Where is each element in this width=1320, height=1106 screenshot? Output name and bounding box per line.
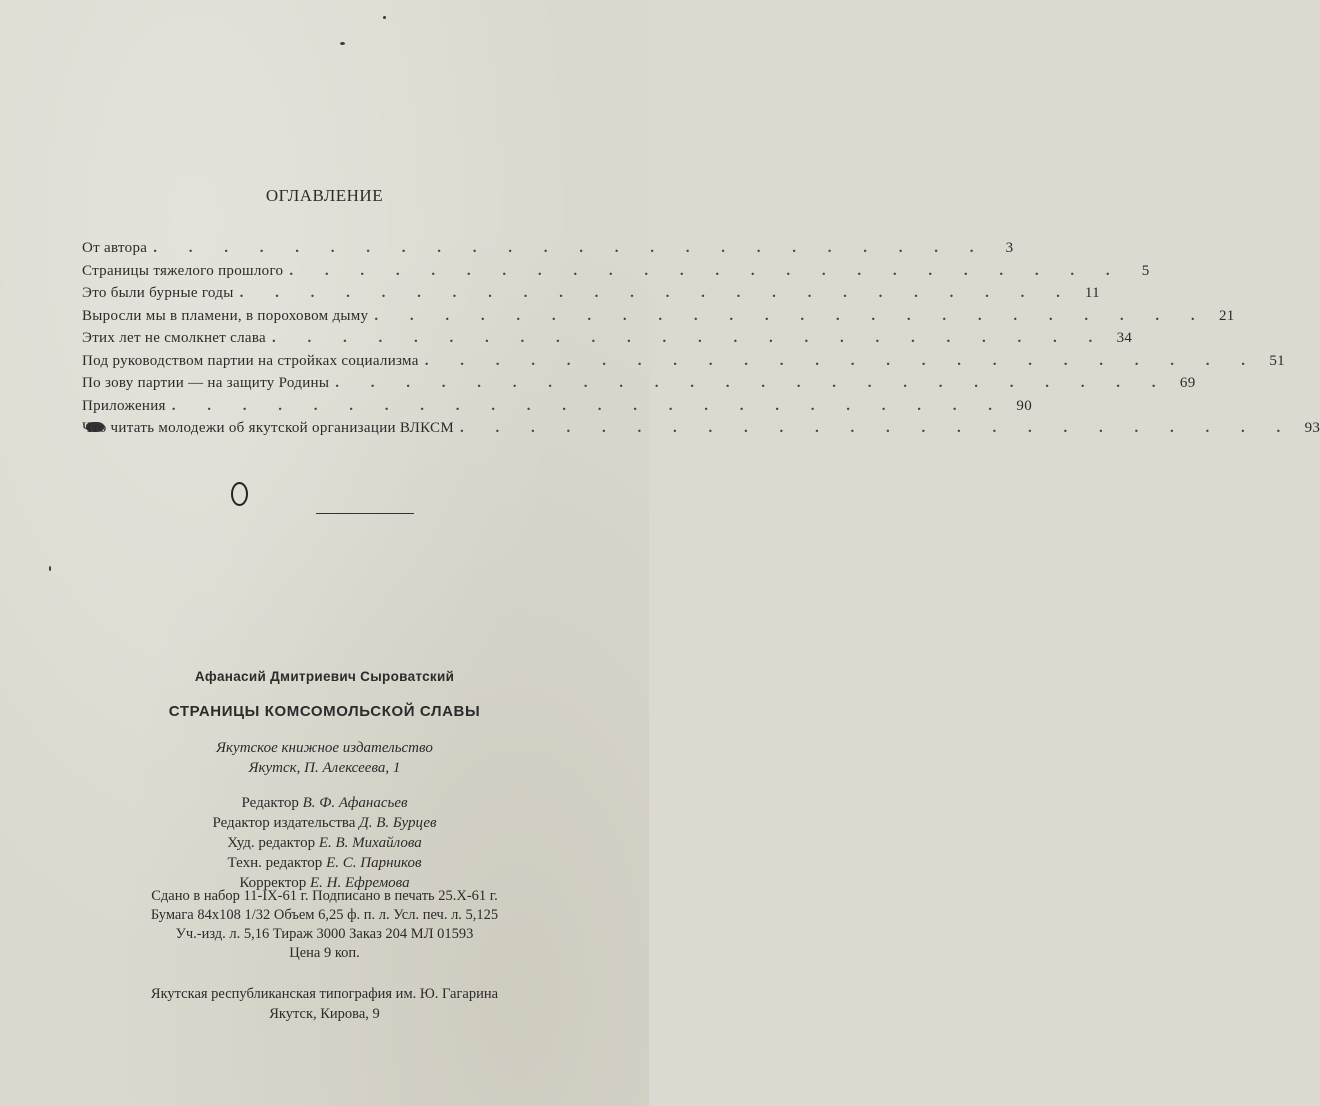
ring-mark: [231, 482, 248, 506]
toc-entry-label: Это были бурные годы: [82, 285, 234, 301]
toc-entry-page: 93: [1304, 420, 1320, 436]
toc-entry: [82, 375, 1196, 398]
leader-dots: . . . . . . . . . . . . . . . . . . . . . . . .: [239, 285, 1074, 301]
credits-block: [0, 793, 649, 893]
leader-dots: . . . . . . . . . . . . . . . . . . . . . . . .: [335, 375, 1170, 391]
credit-role: Редактор: [241, 795, 299, 811]
publisher-block: [0, 738, 649, 778]
toc-entry-label: Что читать молодежи об якутской организации ВЛКСМ: [82, 420, 454, 436]
ink-speck: [49, 566, 51, 571]
credit-role: Худ. редактор: [227, 835, 316, 851]
toc-title: ОГЛАВЛЕНИЕ: [265, 186, 384, 205]
toc-entry-label: Страницы тяжелого прошлого: [82, 262, 284, 279]
credit-line: [0, 853, 649, 873]
colophon-line: Уч.-изд. л. 5,16 Тираж 3000 Заказ 204 МЛ 01593: [175, 926, 474, 942]
toc-entry: [82, 285, 1100, 308]
toc-entry-page: 11: [1084, 285, 1100, 301]
credit-line: [0, 833, 649, 853]
leader-dots: . . . . . . . . . . . . . . . . . . . . . . . .: [271, 330, 1107, 346]
colophon-line: Бумага 84x108 1/32 Объем 6,25 ф. п. л. Усл. печ. л. 5,125: [150, 907, 499, 923]
credit-name: Д. В. Бурцев: [359, 815, 437, 831]
credit-role: Редактор издательства: [212, 815, 356, 831]
printer-address: Якутск, Кирова, 9: [269, 1006, 380, 1022]
toc-entry-label: Этих лет не смолкнет слава: [82, 330, 266, 346]
ink-speck: [340, 42, 345, 45]
toc-entry-page: 5: [1141, 262, 1150, 279]
book-title: СТРАНИЦЫ КОМСОМОЛЬСКОЙ СЛАВЫ: [168, 703, 481, 720]
leader-dots: . . . . . . . . . . . . . . . . . . . . . . . .: [424, 352, 1259, 369]
credit-role: Техн. редактор: [227, 855, 323, 871]
publisher-name: Якутское книжное издательство: [216, 740, 433, 756]
divider-rule: [316, 513, 414, 514]
ink-speck: [383, 16, 386, 19]
toc-entry: [82, 307, 1235, 331]
credit-name: В. Ф. Афанасьев: [302, 795, 408, 811]
publisher-address: Якутск, П. Алексеева, 1: [248, 760, 401, 776]
leader-dots: . . . . . . . . . . . . . . . . . . . . . . . .: [374, 307, 1209, 324]
printer-block: [0, 984, 649, 1024]
toc-entry: [82, 352, 1285, 376]
toc-entry-label: Приложения: [82, 397, 166, 414]
toc-entry: [82, 240, 1014, 263]
credit-name: Е. Н. Ефремова: [310, 875, 410, 891]
author-name: Афанасий Дмитриевич Сыроватский: [194, 669, 455, 684]
toc-entry-page: 51: [1269, 352, 1285, 369]
table-of-contents: [82, 240, 1320, 443]
toc-entry-page: 34: [1116, 330, 1133, 346]
toc-entry: [82, 397, 1032, 421]
toc-entry-label: По зову партии — на защиту Родины: [82, 375, 330, 391]
credit-name: Е. В. Михайлова: [318, 835, 422, 851]
credit-role: Корректор: [239, 875, 307, 891]
toc-entry-page: 90: [1016, 397, 1032, 414]
leader-dots: . . . . . . . . . . . . . . . . . . . . . . . .: [171, 397, 1006, 414]
credit-name: Е. С. Парников: [326, 855, 422, 871]
toc-entry-label: Выросли мы в пламени, в пороховом дыму: [82, 307, 369, 324]
credit-line: [0, 793, 649, 813]
toc-entry: [82, 420, 1320, 443]
colophon-line: Сдано в набор 11-IX-61 г. Подписано в печать 25.X-61 г.: [151, 888, 498, 904]
leader-dots: . . . . . . . . . . . . . . . . . . . . . . . .: [459, 420, 1295, 436]
toc-entry: [82, 262, 1150, 286]
printer-name: Якутская республиканская типография им. Ю. Гагарина: [150, 986, 499, 1002]
leader-dots: . . . . . . . . . . . . . . . . . . . . . . . .: [289, 262, 1124, 279]
credit-line: [0, 813, 649, 833]
toc-entry: [82, 330, 1133, 353]
toc-entry-label: От автора: [82, 240, 148, 256]
colophon-block: [0, 887, 649, 963]
toc-entry-label: Под руководством партии на стройках социализма: [82, 352, 419, 369]
toc-entry-page: 69: [1179, 375, 1196, 391]
toc-entry-page: 3: [1005, 240, 1014, 256]
colophon-line: Цена 9 коп.: [289, 945, 360, 961]
leader-dots: . . . . . . . . . . . . . . . . . . . . . . . .: [153, 240, 988, 256]
toc-entry-page: 21: [1219, 307, 1235, 324]
